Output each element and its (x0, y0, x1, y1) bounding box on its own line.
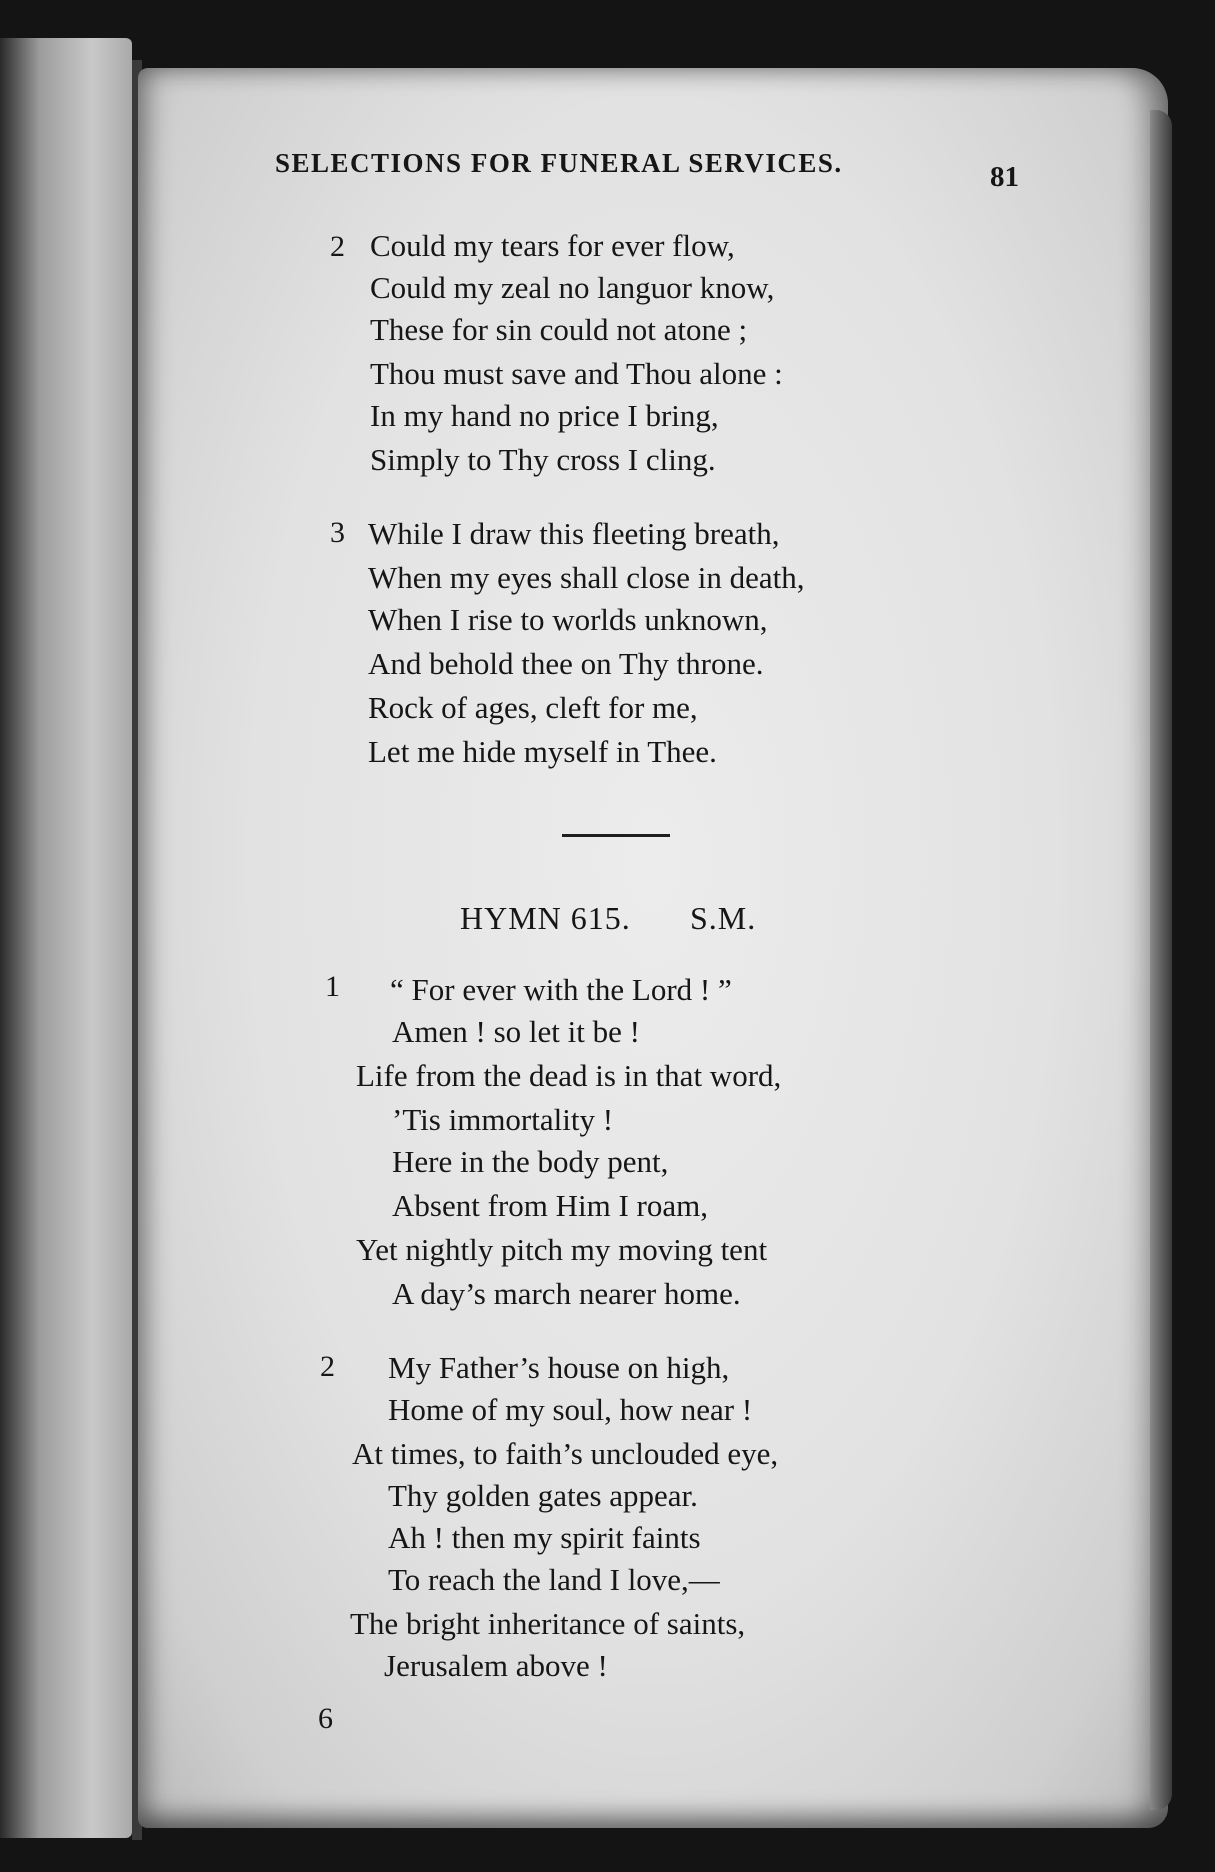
verse-line: Jerusalem above ! (384, 1648, 608, 1683)
verse-number: 2 (330, 230, 345, 263)
section-divider (562, 834, 670, 837)
verse-line: Absent from Him I roam, (392, 1188, 708, 1223)
verse-line: ’Tis immortality ! (392, 1102, 614, 1137)
verse-line: Could my tears for ever flow, (370, 228, 735, 263)
verse-number: 3 (330, 516, 345, 549)
verse-line: Life from the dead is in that word, (356, 1058, 782, 1093)
page-edge-shadow (1150, 110, 1172, 1810)
verse-number: 1 (325, 970, 340, 1003)
verse-line: When I rise to worlds unknown, (368, 602, 768, 637)
verse-line: Yet nightly pitch my moving tent (356, 1232, 768, 1267)
hymn-meter: S.M. (690, 900, 757, 936)
verse-line: When my eyes shall close in death, (368, 560, 805, 595)
verse-line: “ For ever with the Lord ! ” (390, 972, 732, 1007)
verse-line: My Father’s house on high, (388, 1350, 730, 1385)
running-title: SELECTIONS FOR FUNERAL SERVICES. (275, 148, 843, 178)
verse-line: Home of my soul, how near ! (388, 1392, 753, 1427)
verse-line: Here in the body pent, (392, 1144, 669, 1179)
verse-line: Ah ! then my spirit faints (388, 1520, 701, 1555)
verse-line: A day’s march nearer home. (392, 1276, 741, 1311)
facing-page-edge (0, 38, 132, 1838)
verse-line: Could my zeal no languor know, (370, 270, 775, 305)
verse-line: At times, to faith’s unclouded eye, (352, 1436, 779, 1471)
verse-line: And behold thee on Thy throne. (368, 646, 764, 681)
verse-line: In my hand no price I bring, (370, 398, 719, 433)
verse-line: Let me hide myself in Thee. (368, 734, 717, 769)
hymn-title: HYMN 615. (460, 900, 631, 936)
verse-line: Rock of ages, cleft for me, (368, 690, 698, 725)
verse-line: The bright inheritance of saints, (350, 1606, 746, 1641)
verse-line: Simply to Thy cross I cling. (370, 442, 716, 477)
page-number: 81 (990, 161, 1019, 193)
verse-line: While I draw this fleeting breath, (368, 516, 780, 551)
verse-line: Thou must save and Thou alone : (370, 356, 783, 391)
verse-number: 2 (320, 1350, 335, 1383)
verse-line: Thy golden gates appear. (388, 1478, 698, 1513)
verse-line: To reach the land I love,— (388, 1562, 720, 1597)
verse-line: These for sin could not atone ; (370, 312, 748, 347)
signature-mark: 6 (318, 1702, 333, 1735)
verse-line: Amen ! so let it be ! (392, 1014, 640, 1049)
